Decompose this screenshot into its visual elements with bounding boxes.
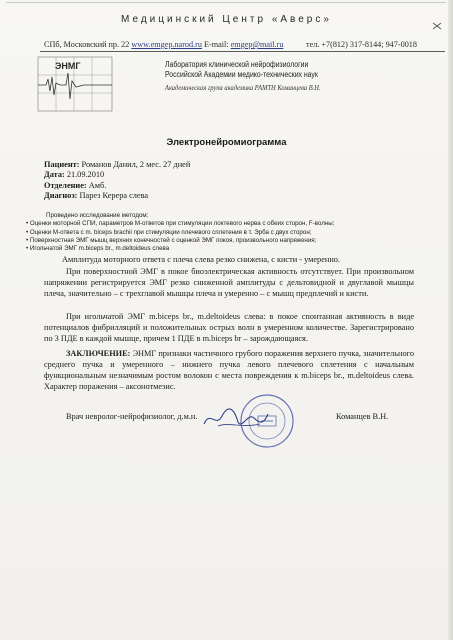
- enmg-logo: [32, 55, 124, 117]
- patient-fields: [44, 160, 190, 202]
- contacts-line: [44, 40, 444, 49]
- center-name: Медицинский Центр «Аверс»: [121, 14, 332, 25]
- diagnosis-value: Парез Керера слева: [79, 191, 149, 201]
- top-edge-line: [6, 2, 446, 3]
- methods-lead: Проведено исследование методом:: [46, 212, 149, 219]
- lab-line-2: Российской Академии медико-технических наук: [165, 70, 318, 79]
- methods-list: [26, 220, 334, 253]
- list-item: • Оценки М-ответа с m. biceps brachii при стимуляции плечевого сплетения в т. Эрба с двух сторон;: [26, 229, 334, 237]
- doctor-title: Врач невролог-нейрофизиолог, д.м.н.: [66, 412, 198, 421]
- conclusion-label: ЗАКЛЮЧЕНИЕ:: [66, 349, 131, 358]
- paragraph-amplitude: Амплитуда моторного ответа с плеча слева резко снижена, с кисти - умеренно.: [62, 255, 340, 264]
- doctor-stamp: [238, 392, 296, 450]
- phone: тел. +7(812) 317-8144; 947-0018: [306, 40, 417, 49]
- lab-group: Академическая група академика РАМТН Команцева В.Н.: [165, 83, 321, 92]
- methods-block: [26, 212, 334, 253]
- paragraph-surface-emg: При поверхностной ЭМГ в покое биоэлектрическая активность отсутствует. При произвольном напряжении регистрируется ЭМГ резко сниженной амплитуды с дельтовидной и двуглавой мышцы плеча, значительно – с трехглавой мышцы плеча и умеренно – с мышц предплечий и кисти.: [44, 267, 414, 298]
- patient-row: [44, 160, 190, 170]
- diagnosis-label: Диагноз:: [44, 191, 78, 201]
- department-value: Амб.: [88, 180, 107, 190]
- date-label: Дата:: [44, 170, 65, 180]
- patient-label: Пациент:: [44, 160, 80, 169]
- laboratory-block: [165, 60, 328, 93]
- conclusion-text: ЭНМГ признаки частичного грубого поражения верхнего пучка, значительного среднего пучка и умеренного – нижнего пучка левого плечевого сплетения с начальным функциональным незначимым ростом волокон с места повреждения к m.biceps br., m.deltoideus слева. Характер поражения – аксонотмезис.: [44, 349, 414, 391]
- patient-value: Романов Данил, 2 мес. 27 дней: [81, 160, 191, 169]
- conclusion-paragraph: [44, 348, 414, 392]
- date-value: 21.09.2010: [66, 170, 105, 180]
- date-row: [44, 170, 190, 180]
- header-divider: [40, 51, 445, 52]
- paragraph-needle-emg: При игольчатой ЭМГ m.biceps br., m.deltoideus слева: в покое спонтанная активность в виде потенциалов фибрилляций и положительных острых волн в умеренном количестве. Зарегистрировано по 3 ПДЕ в каждой мышце, причем 1 ПДЕ в m.biceps br – зарождающаяся.: [44, 312, 414, 343]
- list-item: • Оценки моторной СПИ, параметров М-ответов при стимуляции локтевого нерва с обеих сторон, F-волны;: [26, 220, 334, 228]
- department-label: Отделение:: [44, 180, 87, 190]
- logo-text: ЭНМГ: [55, 61, 81, 71]
- scan-edge: [448, 0, 453, 640]
- department-row: [44, 181, 190, 191]
- email-link[interactable]: emgep@mail.ru: [230, 40, 284, 49]
- document-title: Электронейромиограмма: [166, 137, 287, 148]
- address: СПб, Московский пр. 22: [44, 40, 130, 49]
- diagnosis-row: [44, 191, 190, 201]
- list-item: • Поверхностная ЭМГ мышц верхних конечностей с оценкой ЭМГ покоя, произвольного напряжения;: [26, 237, 334, 245]
- list-item: • Игольчатой ЭМГ m.biceps br., m.deltoideus слева: [26, 245, 334, 253]
- website-link[interactable]: www.emgep.narod.ru: [131, 40, 202, 49]
- lab-line-1: Лаборатория клинической нейрофизиологии: [165, 60, 309, 69]
- email-label: E-mail:: [204, 40, 229, 49]
- doctor-name: Команцев В.Н.: [336, 412, 389, 421]
